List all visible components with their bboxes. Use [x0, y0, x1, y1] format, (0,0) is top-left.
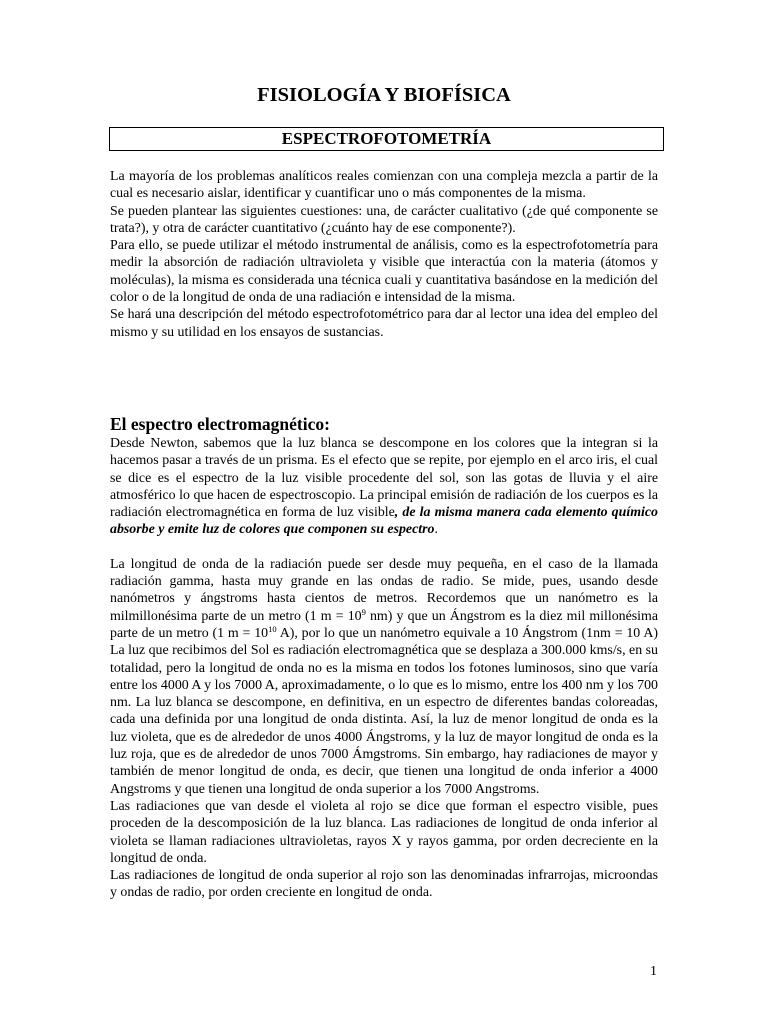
exponent-nanometer: 9 — [361, 606, 366, 617]
spectrum-heading: El espectro electromagnético: — [110, 414, 330, 434]
wavelength-text-c: A), por lo que un nanómetro equivale a 10 Ángstrom (1nm = 10 A) La luz que recibimos del Sol es radiación electromagnética que se desplaza a 300.000 kms/s, en su totalidad, pero la longitud de onda no es la misma en todos los fotones luminosos, sino que varía entre los 4000 A y los 7000 A, aproximadamente, o lo que es lo mismo, entre los 400 nm y los 700 nm. La luz blanca se descompone, en definitiva, en un espectro de diferentes bandas coloreadas, cada una definida por una longitud de onda distinta. Así, la luz de menor longitud de onda es la luz violeta, que es de alrededor de unos 4000 Ángstroms, y la luz de mayor longitud de onda es la luz roja, que es de alrededor de unos 7000 Ámgstroms. Sin embargo, hay radiaciones de mayor y también de menor longitud de onda, es decir, que tienen una longitud de onda inferior a 4000 Angstroms y que tienen una longitud de onda superior a los 7000 Angstroms. — [110, 625, 658, 797]
spectrum-p1-text: Desde Newton, sabemos que la luz blanca se descompone en los colores que la integran si la hacemos pasar a través de un prisma. Es el efecto que se repite, por ejemplo en el arco iris, el cual se dice es el espectro de la luz visible procedente del sol, son las gotas de lluvia y el aire atmosférico lo que hacen de espectroscopio. La principal emisión de radiación de los cuerpos es la radiación electromagnética en forma de luz visible — [110, 436, 658, 521]
section-title-box: ESPECTROFOTOMETRÍA — [109, 127, 664, 151]
infrared-paragraph: Las radiaciones de longitud de onda superior al rojo son las denominadas infrarrojas, microondas y ondas de radio, por orden creciente en longitud de onda. — [110, 868, 658, 901]
exponent-angstrom: 10 — [268, 623, 277, 634]
intro-paragraph-2: Se pueden plantear las siguientes cuestiones: una, de carácter cualitativo (¿de qué componente se trata?), y otra de carácter cuantitativo (¿cuánto hay de ese componente?). — [110, 203, 658, 236]
wavelength-text-b: nm) y que un Ángstrom es la diez mil millonésima parte de un metro (1 m = 10 — [110, 608, 659, 641]
intro-paragraph-4: Se hará una descripción del método espectrofotométrico para dar al lector una idea del empleo del mismo y su utilidad en los ensayos de sustancias. — [110, 307, 658, 340]
spectrum-p1-end: . — [434, 522, 438, 538]
intro-paragraph-3: Para ello, se puede utilizar el método instrumental de análisis, como es la espectrofotometría para medir la absorción de radiación ultravioleta y visible que interactúa con la materia (átomos y moléculas), la misma es considerada una técnica cuali y cuantitativa basándose en la medición del color o de la longitud de onda de una radiación e intensidad de la misma. — [110, 238, 658, 306]
intro-section — [110, 168, 658, 341]
spectrum-section — [110, 413, 658, 902]
wavelength-text-a: La longitud de onda de la radiación puede ser desde muy pequeña, en el caso de la llamada radiación gamma, hasta muy grande en las ondas de radio. Se mide, pues, usando desde nanómetros y ángstroms hasta cientos de metros. Recordemos que un nanómetro es la milmillonésima parte de un metro (1 m = 10 — [110, 556, 658, 624]
visible-spectrum-paragraph: Las radiaciones que van desde el violeta al rojo se dice que forman el espectro visible, pues proceden de la descomposición de la luz blanca. Las radiaciones de longitud de onda inferior al violeta se llaman radiaciones ultravioletas, rayos X y rayos gamma, por orden decreciente en la longitud de onda. — [110, 798, 658, 866]
document-title: FISIOLOGÍA Y BIOFÍSICA — [257, 84, 511, 106]
intro-paragraph-1: La mayoría de los problemas analíticos reales comienzan con una compleja mezcla a partir de la cual es necesario aislar, identificar y cuantificar uno o más componentes de la misma. — [110, 169, 658, 202]
spectrum-paragraph-1 — [110, 435, 658, 539]
wavelength-paragraph — [110, 556, 658, 798]
page-number: 1 — [650, 964, 657, 979]
spectrum-p1-emphasis: , de la misma manera cada elemento químico absorbe y emite luz de colores que componen su espectro — [110, 505, 658, 538]
